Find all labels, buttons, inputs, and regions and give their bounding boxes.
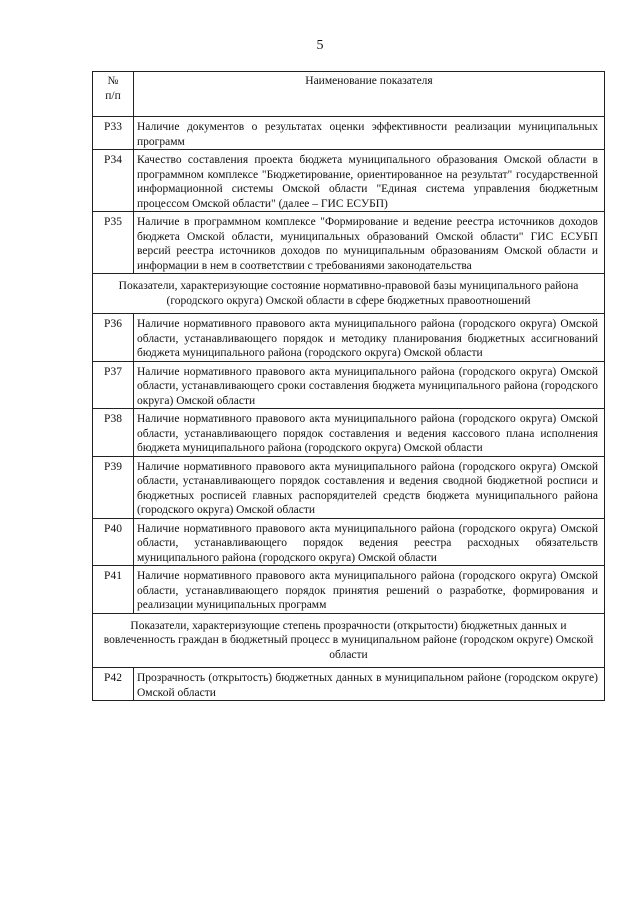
column-header-number bbox=[93, 72, 134, 117]
table-row bbox=[93, 314, 605, 362]
indicator-number: Р37 bbox=[93, 361, 134, 409]
indicator-number: Р36 bbox=[93, 314, 134, 362]
indicator-name: Качество составления проекта бюджета муниципального образования Омской области в программном комплексе "Бюджетирование, ориентированное на результат" государственной информационной системы Омской области "Единая система управления бюджетным процессом Омской области" (далее – ГИС ЕСУБП) bbox=[134, 150, 605, 212]
indicator-name: Наличие нормативного правового акта муниципального района (городского округа) Омской области, устанавливающего порядок составления и ведения сводной бюджетной росписи и бюджетных росписей главных распорядителей средств бюджета муниципального района (городского округа) Омской области bbox=[134, 456, 605, 518]
indicator-name: Прозрачность (открытость) бюджетных данных в муниципальном районе (городском округе) Омской области bbox=[134, 668, 605, 701]
indicator-number: Р40 bbox=[93, 518, 134, 566]
indicator-number: Р34 bbox=[93, 150, 134, 212]
indicator-number: Р38 bbox=[93, 409, 134, 457]
indicator-name: Наличие в программном комплексе "Формирование и ведение реестра источников доходов бюджета Омской области, муниципальных образований Омской области" ГИС ЕСУБП версий реестра источников доходов по муниципальным образованиям Омской области и информации в нем в соответствии с требованиями законодательства bbox=[134, 212, 605, 274]
table-row bbox=[93, 150, 605, 212]
table-row bbox=[93, 566, 605, 614]
section-title: Показатели, характеризующие состояние нормативно-правовой базы муниципального района (городского округа) Омской области в сфере бюджетных правоотношений bbox=[93, 274, 605, 314]
indicator-name: Наличие нормативного правового акта муниципального района (городского округа) Омской области, устанавливающего порядок ведения реестра расходных обязательств муниципального района (городского округа) Омской области bbox=[134, 518, 605, 566]
indicator-name: Наличие документов о результатах оценки эффективности реализации муниципальных программ bbox=[134, 117, 605, 150]
indicator-number: Р33 bbox=[93, 117, 134, 150]
table-row bbox=[93, 456, 605, 518]
page-number: 5 bbox=[316, 38, 324, 53]
indicators-table bbox=[92, 71, 605, 701]
indicator-name: Наличие нормативного правового акта муниципального района (городского округа) Омской области, устанавливающего сроки составления бюджета муниципального района (городского округа) Омской области bbox=[134, 361, 605, 409]
column-header-number-line1: № bbox=[107, 75, 119, 87]
indicator-number: Р35 bbox=[93, 212, 134, 274]
table-row bbox=[93, 668, 605, 701]
table-row bbox=[93, 518, 605, 566]
indicator-name: Наличие нормативного правового акта муниципального района (городского округа) Омской области, устанавливающего порядок составления и ведения кассового плана исполнения бюджета муниципального района (городского округа) Омской области bbox=[134, 409, 605, 457]
table-row bbox=[93, 212, 605, 274]
table-row bbox=[93, 361, 605, 409]
indicator-name: Наличие нормативного правового акта муниципального района (городского округа) Омской области, устанавливающего порядок принятия решений о разработке, формирования и реализации муниципальных программ bbox=[134, 566, 605, 614]
indicator-number: Р42 bbox=[93, 668, 134, 701]
indicator-name: Наличие нормативного правового акта муниципального района (городского округа) Омской области, устанавливающего порядок и методику планирования бюджетных ассигнований бюджета муниципального района (городского округа) Омской области bbox=[134, 314, 605, 362]
table-header-row bbox=[93, 72, 605, 117]
table-row bbox=[93, 117, 605, 150]
section-header-row bbox=[93, 613, 605, 668]
indicator-number: Р39 bbox=[93, 456, 134, 518]
column-header-number-line2: п/п bbox=[105, 89, 121, 102]
indicator-number: Р41 bbox=[93, 566, 134, 614]
column-header-name: Наименование показателя bbox=[134, 72, 605, 117]
section-header-row bbox=[93, 274, 605, 314]
section-title: Показатели, характеризующие степень прозрачности (открытости) бюджетных данных и вовлеченность граждан в бюджетный процесс в муниципальном районе (городском округе) Омской области bbox=[93, 613, 605, 668]
table-row bbox=[93, 409, 605, 457]
